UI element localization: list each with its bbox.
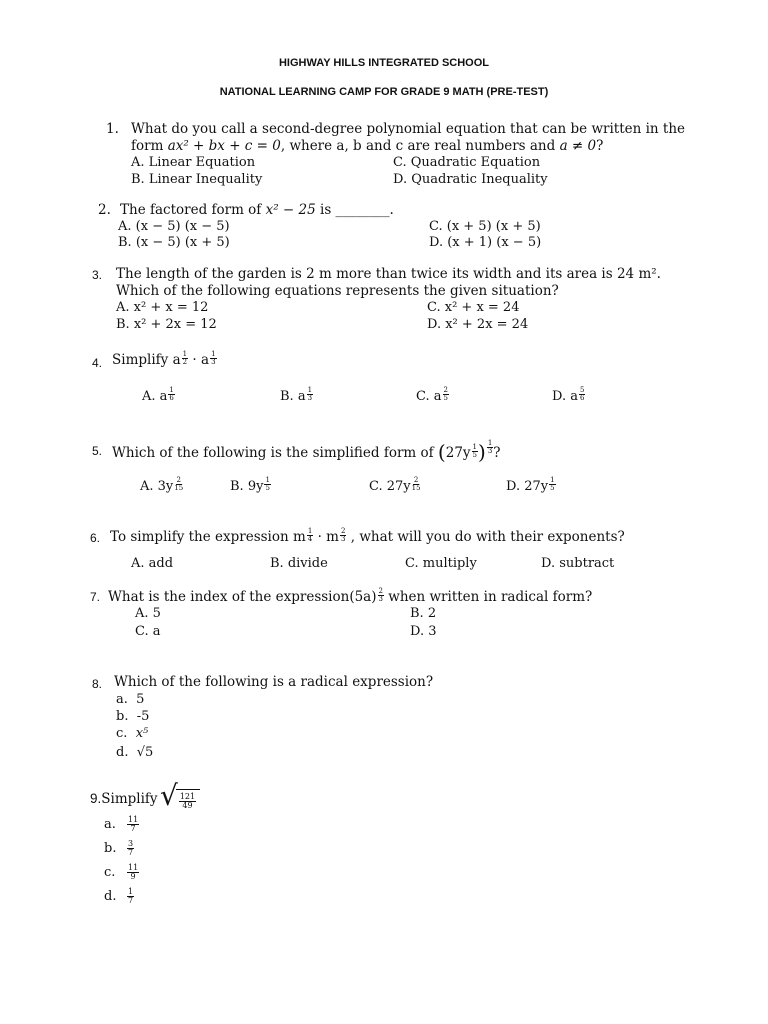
- option-a[interactable]: a. $\frac{11}{7}$: [104, 815, 139, 833]
- option-c[interactable]: C. Quadratic Equation: [393, 155, 541, 170]
- expression: x² − 25: [265, 202, 316, 218]
- option-c[interactable]: c. x⁵: [116, 726, 149, 741]
- option-b[interactable]: B. x² + 2x = 12: [116, 317, 217, 332]
- option-a[interactable]: A. a $\frac{1}{6}$: [142, 386, 174, 404]
- school-name: HIGHWAY HILLS INTEGRATED SCHOOL: [278, 57, 490, 69]
- question-number: 3.: [92, 268, 103, 282]
- question-text: Which of the following is the simplified form of (27y $\frac{1}{5}$ ) $\frac{1}{3}$ ?: [112, 439, 501, 464]
- question-text: The factored form of x² − 25 is ________.: [120, 202, 394, 218]
- option-a[interactable]: A. 3y $\frac{2}{15}$: [140, 476, 184, 494]
- option-c[interactable]: C. multiply: [405, 556, 477, 571]
- option-d[interactable]: D. Quadratic Inequality: [393, 172, 548, 187]
- option-b[interactable]: b. -5: [116, 709, 150, 724]
- option-b[interactable]: b. $\frac{3}{7}$: [104, 839, 134, 857]
- option-c[interactable]: c. $\frac{11}{9}$: [104, 863, 139, 881]
- document-title: NATIONAL LEARNING CAMP FOR GRADE 9 MATH (PRE-TEST): [219, 86, 549, 98]
- question-text: Simplify a $\frac{1}{2}$ · a $\frac{1}{3}$: [112, 350, 216, 368]
- question-number: 2.: [98, 202, 111, 218]
- option-b[interactable]: B. (x − 5) (x + 5): [118, 235, 230, 250]
- expression: (5a): [349, 589, 377, 605]
- question-number: 4.: [92, 356, 103, 370]
- option-d[interactable]: d. √5: [116, 745, 154, 760]
- option-d[interactable]: d. $\frac{1}{7}$: [104, 887, 134, 905]
- option-a[interactable]: a. 5: [116, 692, 145, 707]
- exponent-fraction: $\frac{1}{2}$: [182, 350, 188, 366]
- option-d[interactable]: D. 3: [410, 624, 437, 639]
- option-d[interactable]: D. (x + 1) (x − 5): [429, 235, 542, 250]
- question-number: 5.: [92, 444, 103, 458]
- question-text-line2: Which of the following equations represents the given situation?: [116, 283, 559, 299]
- quadratic-equation: ax² + bx + c = 0: [167, 138, 281, 154]
- option-d[interactable]: D. x² + 2x = 24: [427, 317, 529, 332]
- option-c[interactable]: C. a: [135, 624, 161, 639]
- option-d[interactable]: D. subtract: [541, 556, 615, 571]
- question-text: What is the index of the expression(5a) $\frac{2}{3}$ when written in radical form?: [108, 587, 593, 605]
- option-b[interactable]: B. 9y $\frac{1}{5}$: [230, 476, 270, 494]
- option-c[interactable]: C. a $\frac{2}{5}$: [416, 386, 448, 404]
- exponent-fraction: $\frac{1}{3}$: [211, 350, 216, 366]
- radical-expression: √ $\frac{121}{49}$: [160, 782, 200, 810]
- radical-sign-icon: √: [160, 779, 178, 812]
- question-number: 7.: [90, 590, 101, 604]
- option-b[interactable]: B. divide: [270, 556, 328, 571]
- option-c[interactable]: C. (x + 5) (x + 5): [429, 219, 541, 234]
- question-text: The length of the garden is 2 m more than twice its width and its area is 24 m².: [116, 266, 661, 282]
- question-text: 9.Simplify: [90, 791, 158, 807]
- question-number: 9.: [90, 791, 102, 806]
- question-number: 1.: [106, 121, 119, 137]
- option-a[interactable]: A. 5: [135, 606, 161, 621]
- option-b[interactable]: B. Linear Inequality: [131, 172, 263, 187]
- option-d[interactable]: D. 27y $\frac{1}{5}$: [506, 476, 555, 494]
- option-a[interactable]: A. (x − 5) (x − 5): [118, 219, 230, 234]
- question-text: Which of the following is a radical expression?: [114, 674, 434, 690]
- condition: a ≠ 0: [559, 138, 597, 154]
- question-number: 8.: [92, 677, 103, 691]
- question-text-line2: form ax² + bx + c = 0, where a, b and c are real numbers and a ≠ 0?: [131, 138, 604, 154]
- question-text: To simplify the expression m $\frac{1}{4}$ · m $\frac{2}{3}$ , what will you do with their exponents?: [110, 527, 625, 545]
- question-text: What do you call a second-degree polynomial equation that can be written in the: [131, 121, 686, 137]
- option-b[interactable]: B. 2: [410, 606, 437, 621]
- option-a[interactable]: A. x² + x = 12: [116, 300, 209, 315]
- option-a[interactable]: A. add: [131, 556, 174, 571]
- option-b[interactable]: B. a $\frac{1}{3}$: [280, 386, 313, 404]
- option-c[interactable]: C. x² + x = 24: [427, 300, 520, 315]
- option-c[interactable]: C. 27y $\frac{2}{15}$: [369, 476, 421, 494]
- option-d[interactable]: D. a $\frac{5}{6}$: [552, 386, 585, 404]
- question-number: 6.: [90, 531, 101, 545]
- option-a[interactable]: A. Linear Equation: [131, 155, 256, 170]
